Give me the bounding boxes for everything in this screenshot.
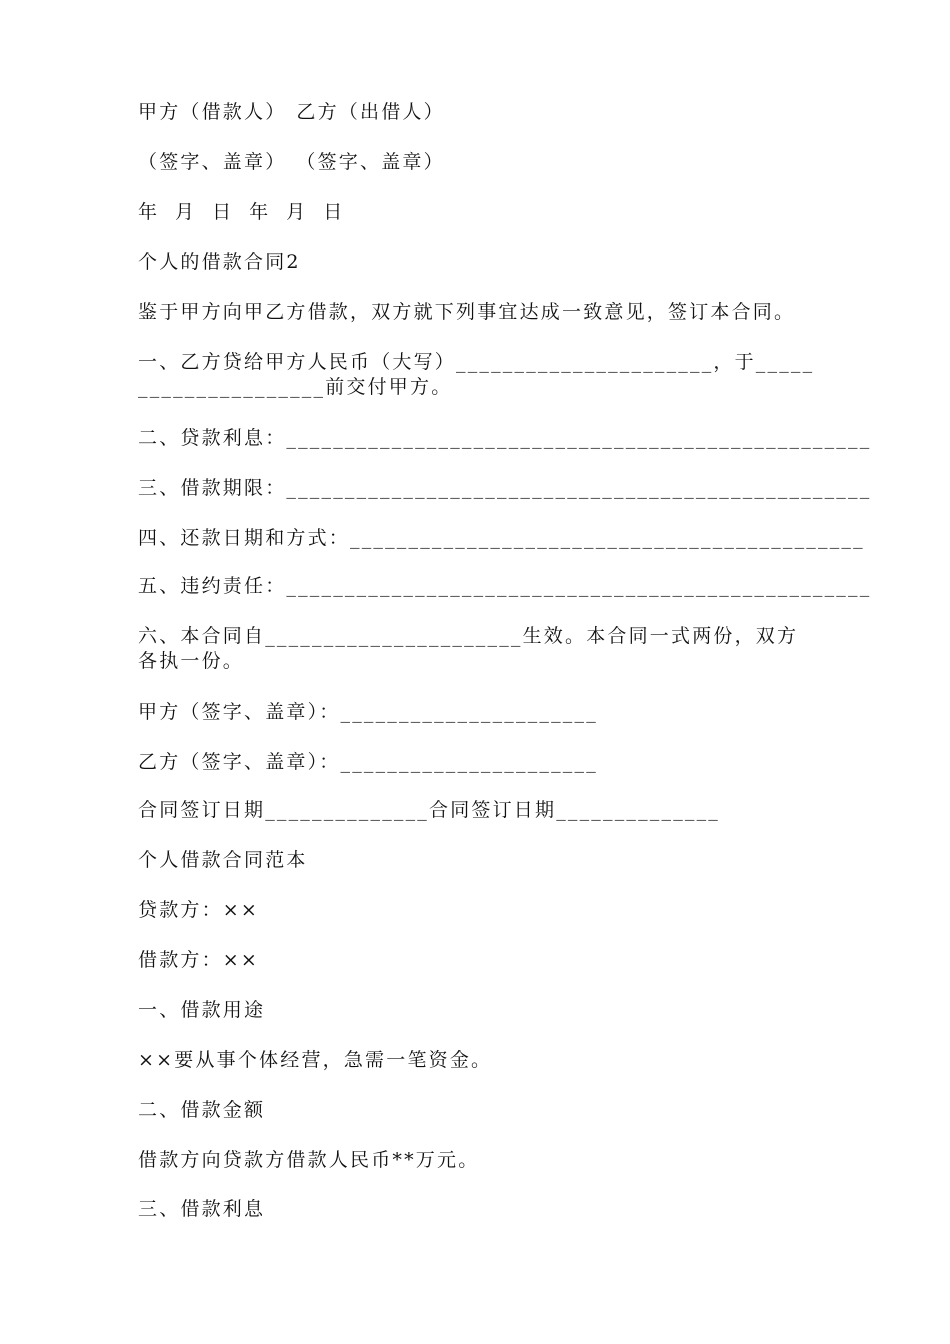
section-title-template: 个人借款合同范本 [138,849,308,871]
clause-3-line: 三、借款期限：__________________________________________________ [138,477,872,499]
section-title-contract-2: 个人的借款合同2 [138,251,301,273]
clause-1-paragraph: 一、乙方贷给甲方人民币（大写）______________________，于_____ ________________前交付甲方。 [138,351,815,398]
lender-line: 贷款方：×× [138,899,260,921]
loan-purpose-text: ××要从事个体经营，急需一笔资金。 [138,1049,493,1071]
clause-2-line: 二、贷款利息：__________________________________________________ [138,427,872,449]
heading-loan-amount: 二、借款金额 [138,1099,266,1121]
party-b-seal: （签字、盖章） [296,151,445,173]
clause-4-line: 四、还款日期和方式：____________________________________________ [138,527,865,549]
party-a-signature-line: 甲方（签字、盖章）：______________________ [138,701,598,723]
party-a-seal: （签字、盖章） [138,151,287,173]
party-a-label: 甲方（借款人） [138,101,287,123]
signature-parties-line [138,100,445,124]
clause-5-line: 五、违约责任：__________________________________________________ [138,575,872,597]
clause-6-paragraph: 六、本合同自______________________生效。本合同一式两份，双方各执一份。 [138,625,799,672]
signing-date-line: 合同签订日期______________合同签订日期______________ [138,799,721,821]
heading-loan-interest: 三、借款利息 [138,1198,266,1220]
date-line: 年 月 日 年 月 日 [138,201,349,223]
party-b-signature-line: 乙方（签字、盖章）：______________________ [138,751,598,773]
preamble-paragraph: 鉴于甲方向甲乙方借款，双方就下列事宜达成一致意见，签订本合同。 [138,301,796,323]
heading-loan-purpose: 一、借款用途 [138,999,266,1021]
loan-amount-text: 借款方向贷款方借款人民币**万元。 [138,1149,480,1171]
borrower-line: 借款方：×× [138,949,260,971]
party-b-label: 乙方（出借人） [296,101,445,123]
signature-seal-line [138,150,445,174]
